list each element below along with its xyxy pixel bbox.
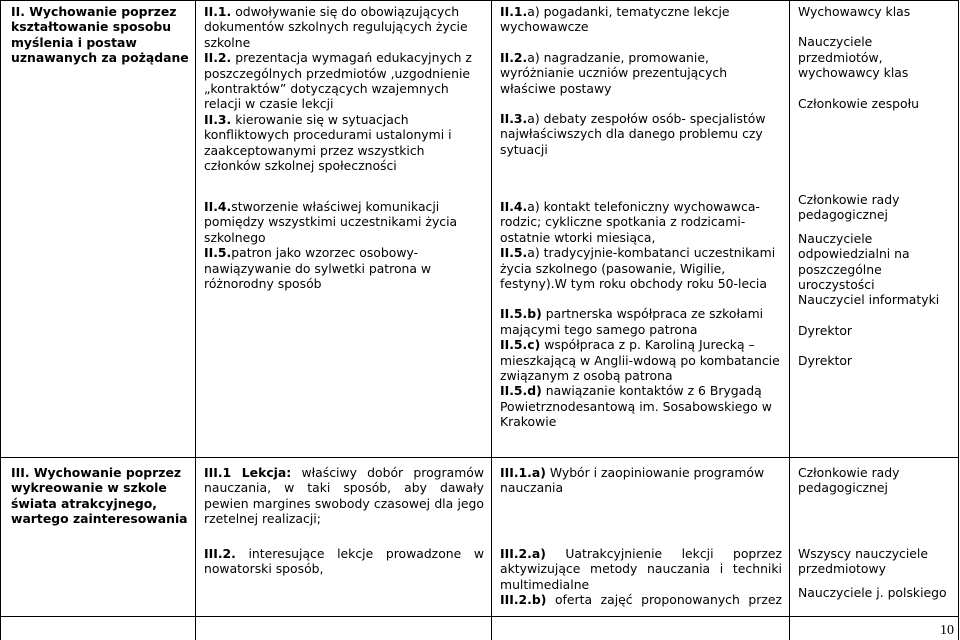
page-number: 10 [940,622,954,638]
forms-cell-iii-1: III.1.a) Wybór i zaopiniowanie programów nauczania [500,465,765,496]
form-item: II.5.b) partnerska współpraca ze szkołami mającymi tego samego patrona [500,306,764,337]
resp-cell-iii-2 [798,546,953,600]
task-item: II.3. kierowanie się w sytuacjach konfliktowych procedurami ustalonymi i zaakceptowanymi przez wszystkich członków szkolnej społeczności [204,111,452,174]
form-item: II.4.a) kontakt telefoniczny wychowawca-rodzic; cykliczne spotkania z rodzicami- ostatnie wtorki miesiąca, [500,199,760,245]
area-cell-ii [11,4,189,66]
tasks-cell-ii-a [204,4,484,173]
form-item: II.5.a) tradycyjnie-kombatanci uczestnikami życia szkolnego (pasowanie, Wigilie, festyny).W tym roku obchody roku 50-lecia [500,245,776,292]
task-item: II.5.patron jako wzorzec osobowy- nawiązywanie do sylwetki patrona w różnorodny sposób [204,245,432,292]
grid-line-col3 [789,0,790,640]
area-text: Wychowanie poprzez wykreowanie w szkole świata atrakcyjnego, wartego zainteresowania [11,465,188,527]
task-item: II.1. odwoływanie się do obowiązujących dokumentów szkolnych regulujących życie szkolne [204,4,468,50]
resp-item: Nauczyciele odpowiedzialni na poszczególne uroczystości [798,230,910,293]
resp-cell-ii-a [798,4,953,111]
grid-line-top [0,0,959,1]
tasks-cell-ii-b [204,199,484,291]
area-num: II. [11,4,25,19]
form-item: II.1.a) pogadanki, tematyczne lekcje wychowawcze [500,4,730,35]
form-item: II.2.a) nagradzanie, promowanie, wyróżnianie uczniów prezentujących właściwe postawy [500,49,728,96]
form-item: III.2.b) oferta zajęć proponowanych przez [500,592,782,608]
form-item: II.3.a) debaty zespołów osób- specjalistów najwłaściwszych dla danego problemu czy sytuacji [500,111,766,157]
grid-line-left [0,0,1,640]
resp-item: Dyrektor [798,322,853,338]
area-text: Wychowanie poprzez kształtowanie sposobu myślenia i postaw uznawanych za pożądane [11,4,189,66]
resp-cell-ii-b [798,192,953,369]
forms-cell-iii-2 [500,546,782,608]
task-item: II.4.stworzenie właściwej komunikacji pomiędzy wszystkimi uczestnikami życia szkolnego [204,199,458,245]
resp-item: Nauczyciel informatyki [798,292,940,308]
form-item: II.5.d) nawiązanie kontaktów z 6 Brygadą Powietrznodesantową im. Sosabowskiego w Krakowie [500,383,772,430]
form-item: III.2.a) Uatrakcyjnienie lekcji poprzez aktywizujące metody nauczania i techniki multimedialne [500,546,782,592]
resp-cell-iii-1 [798,465,953,496]
resp-item: Dyrektor [798,353,853,369]
area-num: III. [11,465,30,480]
forms-cell-ii-a [500,4,782,157]
grid-line-bottom [0,616,959,617]
grid-line-right [958,0,959,640]
tasks-cell-iii-1: III.1 Lekcja: właściwy dobór programów nauczania, w taki sposób, aby dawały pewien margines swobody czasowej dla jego rzetelnej realizacji; [204,465,484,527]
task-item: II.2. prezentacja wymagań edukacyjnych z poszczególnych przedmiotów ,uzgodnienie „kontraktów” dotyczących wzajemnych relacji w czasie lekcji [204,50,472,112]
resp-item: Nauczyciele j. polskiego [798,584,947,600]
resp-item: Wszyscy nauczyciele przedmiotowy [798,546,928,577]
area-cell-iii [11,465,189,527]
grid-line-row-divider [0,457,959,458]
grid-line-col2 [491,0,492,640]
resp-item: Nauczyciele przedmiotów, wychowawcy klas [798,34,909,81]
forms-cell-ii-b [500,199,782,430]
resp-item: Członkowie rady pedagogicznej [798,192,900,223]
resp-item: Członkowie zespołu [798,95,919,111]
tasks-cell-iii-2: III.2. interesujące lekcje prowadzone w nowatorski sposób, [204,546,484,577]
grid-line-col1 [195,0,196,640]
resp-item: Członkowie rady pedagogicznej [798,465,900,496]
form-item: II.5.c) współpraca z p. Karoliną Jurecką – mieszkającą w Anglii-wdową po kombatancie związanym z osobą patrona [500,337,780,384]
resp-item: Wychowawcy klas [798,4,911,19]
